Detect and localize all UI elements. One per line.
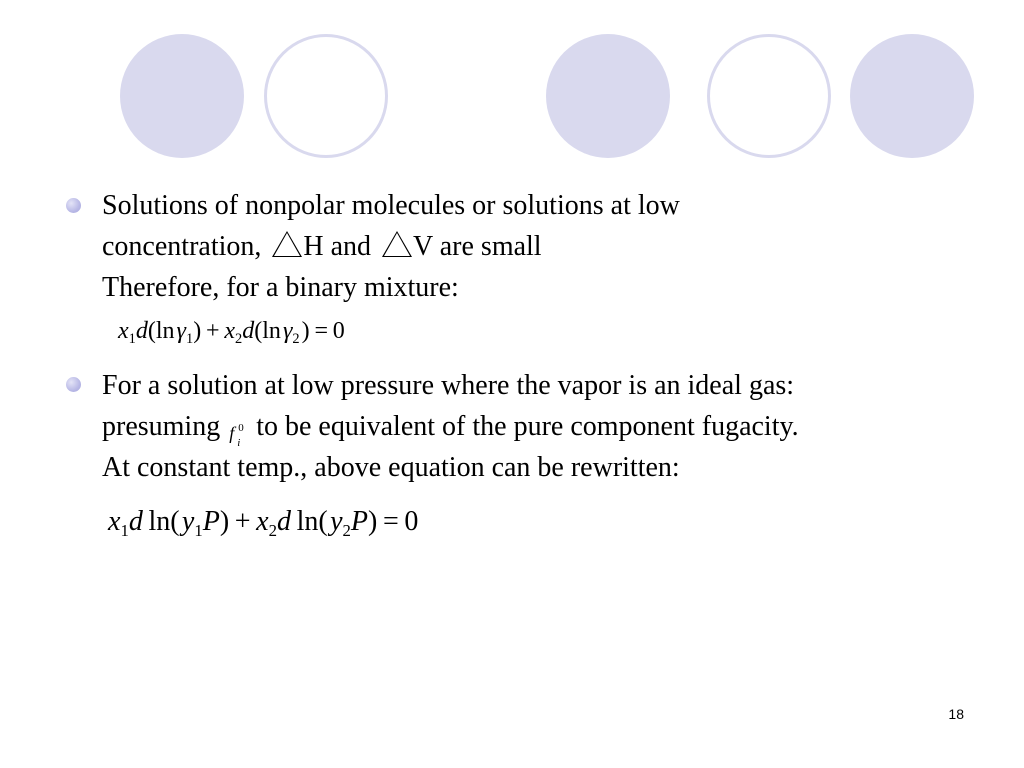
delta-icon xyxy=(382,231,412,257)
bullet-2-line-1: For a solution at low pressure where the vapor is an ideal gas: xyxy=(102,370,795,401)
bullet-2-line-3: At constant temp., above equation can be rewritten: xyxy=(102,452,680,483)
equation-2: $x_1d$ ln( $y_1P) + x_2d$ ln( $y_2P) = 0$ xyxy=(108,506,419,540)
bullet-1-line-1: Solutions of nonpolar molecules or solutions at low xyxy=(102,190,680,221)
fugacity-symbol: f 0 i xyxy=(229,422,244,449)
equation-1: $x_1d(\ln$ $\gamma_1) + x_2d(\ln$ $\gamma_2$ ) = 0 xyxy=(118,318,345,348)
bullet-1-line-2-prefix: concentration, xyxy=(102,231,269,262)
bullet-1-line-3: Therefore, for a binary mixture: xyxy=(102,272,459,303)
decor-circle-2 xyxy=(264,34,388,158)
bullet-2-line-2 xyxy=(102,411,799,449)
bullet-icon-2 xyxy=(66,377,81,392)
bullet-2-line-2-prefix: presuming xyxy=(102,411,228,442)
decor-circle-1 xyxy=(120,34,244,158)
bullet-icon-1 xyxy=(66,198,81,213)
decor-circle-5 xyxy=(850,34,974,158)
page-number: 18 xyxy=(948,706,964,722)
delta-icon xyxy=(272,231,302,257)
bullet-1-line-2-mid1: H and xyxy=(303,231,379,262)
bullet-1-line-2 xyxy=(102,231,542,263)
decor-circle-3 xyxy=(546,34,670,158)
bullet-1-line-2-mid2: V are small xyxy=(413,231,542,262)
decor-circle-4 xyxy=(707,34,831,158)
bullet-2-line-2-suffix: to be equivalent of the pure component fugacity. xyxy=(249,411,799,442)
